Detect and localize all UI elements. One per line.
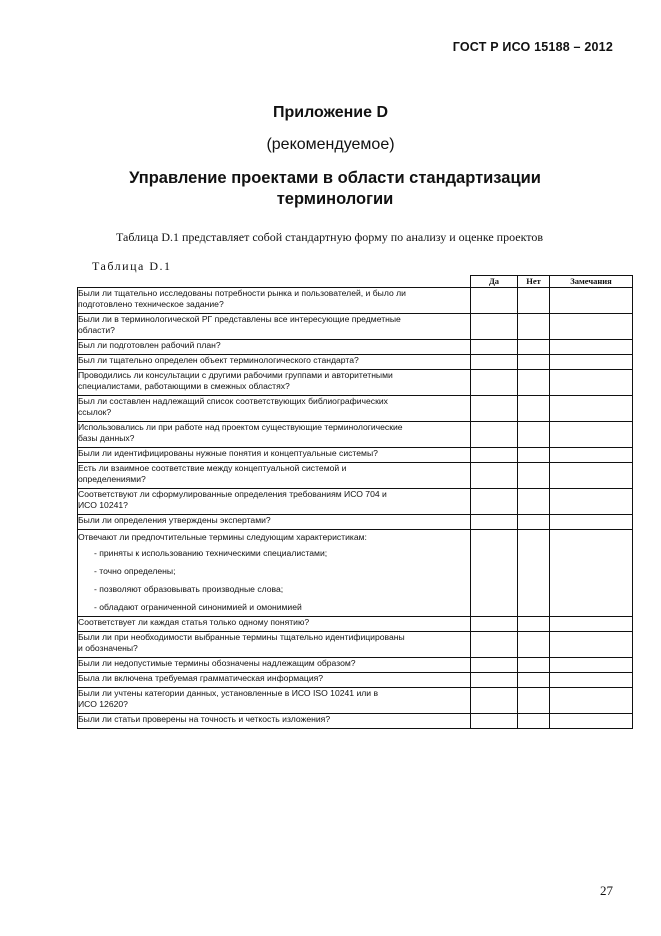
column-header-remarks: Замечания [550, 276, 633, 288]
remarks-cell[interactable] [550, 396, 633, 422]
answer-no-cell[interactable] [518, 688, 550, 714]
question-cell [78, 314, 471, 340]
answer-no-cell[interactable] [518, 463, 550, 489]
answer-yes-cell[interactable] [471, 463, 518, 489]
question-text-line: Были ли определения утверждены экспертами? [78, 515, 271, 525]
remarks-cell[interactable] [550, 714, 633, 729]
question-lead-text: Отвечают ли предпочтительные термины следующим характеристикам: [78, 532, 367, 542]
question-cell [78, 288, 471, 314]
question-cell [78, 489, 471, 515]
answer-no-cell[interactable] [518, 288, 550, 314]
answer-no-cell[interactable] [518, 370, 550, 396]
column-header-yes: Да [471, 276, 518, 288]
criterion-item: - приняты к использованию техническими специалистами; [94, 548, 328, 558]
question-cell [78, 448, 471, 463]
question-cell [78, 463, 471, 489]
appendix-title: Приложение D [272, 104, 389, 121]
answer-no-cell[interactable] [518, 448, 550, 463]
question-text-line: и обозначены? [78, 642, 138, 653]
answer-yes-cell[interactable] [471, 448, 518, 463]
question-text-line: Были ли статьи проверены на точность и четкость изложения? [78, 714, 331, 724]
remarks-cell[interactable] [550, 288, 633, 314]
remarks-cell[interactable] [550, 632, 633, 658]
table-row [78, 422, 633, 448]
question-cell [78, 617, 471, 632]
question-text-line: Был ли тщательно определен объект терминологического стандарта? [78, 355, 359, 365]
answer-no-cell[interactable] [518, 422, 550, 448]
question-text-line: Были ли в терминологической РГ представлены все интересующие предметные [78, 314, 401, 324]
assessment-table [77, 275, 633, 729]
answer-no-cell[interactable] [518, 489, 550, 515]
question-cell [78, 340, 471, 355]
question-text-line: Был ли подготовлен рабочий план? [78, 340, 221, 350]
answer-no-cell[interactable] [518, 658, 550, 673]
table-row [78, 463, 633, 489]
question-text-line: Были ли учтены категории данных, установленные в ИСО ISO 10241 или в [78, 688, 379, 698]
table-row [78, 688, 633, 714]
criterion-item: - точно определены; [94, 566, 176, 576]
question-text-line: ИСО 10241? [78, 499, 128, 510]
table-row [78, 658, 633, 673]
answer-yes-cell[interactable] [471, 396, 518, 422]
answer-yes-cell[interactable] [471, 340, 518, 355]
remarks-cell[interactable] [550, 658, 633, 673]
remarks-cell[interactable] [550, 489, 633, 515]
question-cell [78, 673, 471, 688]
answer-yes-cell[interactable] [471, 288, 518, 314]
table-row [78, 396, 633, 422]
question-text-line: Была ли включена требуемая грамматическая информация? [78, 673, 324, 683]
column-header-no: Нет [518, 276, 550, 288]
table-row [78, 288, 633, 314]
question-text-line: Были ли тщательно исследованы потребности рынка и пользователей, и было ли [78, 288, 406, 298]
table-row [78, 489, 633, 515]
remarks-cell[interactable] [550, 673, 633, 688]
answer-no-cell[interactable] [518, 340, 550, 355]
question-text-line: Использовались ли при работе над проектом существующие терминологические [78, 422, 403, 432]
answer-yes-cell[interactable] [471, 658, 518, 673]
question-cell [78, 530, 471, 617]
remarks-cell[interactable] [550, 688, 633, 714]
answer-yes-cell[interactable] [471, 489, 518, 515]
question-text-line: Соответствуют ли сформулированные определения требованиям ИСО 704 и [78, 489, 387, 499]
table-row [78, 515, 633, 530]
answer-yes-cell[interactable] [471, 714, 518, 729]
question-cell [78, 515, 471, 530]
answer-yes-cell[interactable] [471, 355, 518, 370]
answer-yes-cell[interactable] [471, 530, 518, 617]
question-cell [78, 658, 471, 673]
answer-no-cell[interactable] [518, 515, 550, 530]
table-row [78, 617, 633, 632]
question-text-line: специалистами, работающими в смежных областях? [78, 380, 290, 391]
appendix-status: (рекомендуемое) [266, 136, 395, 153]
table-row [78, 448, 633, 463]
question-text-line: Были ли идентифицированы нужные понятия и концептуальные системы? [78, 448, 378, 458]
page-number: 27 [600, 883, 613, 898]
question-text-line: Проводились ли консультации с другими рабочими группами и авторитетными [78, 370, 393, 380]
remarks-cell[interactable] [550, 370, 633, 396]
remarks-cell[interactable] [550, 463, 633, 489]
question-text-line: ссылок? [78, 406, 112, 417]
answer-yes-cell[interactable] [471, 422, 518, 448]
question-cell [78, 355, 471, 370]
question-cell [78, 688, 471, 714]
question-text-line: Были ли при необходимости выбранные термины тщательно идентифицированы [78, 632, 405, 642]
question-cell [78, 632, 471, 658]
remarks-cell[interactable] [550, 617, 633, 632]
question-text-line: Соответствует ли каждая статья только одному понятию? [78, 617, 310, 627]
question-text-line: ИСО 12620? [78, 698, 128, 709]
answer-yes-cell[interactable] [471, 673, 518, 688]
table-row [78, 340, 633, 355]
remarks-cell[interactable] [550, 515, 633, 530]
remarks-cell[interactable] [550, 355, 633, 370]
answer-yes-cell[interactable] [471, 688, 518, 714]
question-text-line: Были ли недопустимые термины обозначены надлежащим образом? [78, 658, 356, 668]
table-row [78, 530, 633, 617]
remarks-cell[interactable] [550, 448, 633, 463]
question-text-line: Есть ли взаимное соответствие между концептуальной системой и [78, 463, 347, 473]
answer-yes-cell[interactable] [471, 515, 518, 530]
table-row [78, 355, 633, 370]
answer-yes-cell[interactable] [471, 617, 518, 632]
question-cell [78, 422, 471, 448]
answer-no-cell[interactable] [518, 617, 550, 632]
question-text-line: Был ли составлен надлежащий список соответствующих библиографических [78, 396, 388, 406]
answer-yes-cell[interactable] [471, 632, 518, 658]
table-row [78, 314, 633, 340]
remarks-cell[interactable] [550, 530, 633, 617]
section-heading: Управление проектами в области стандартизации терминологии [129, 169, 541, 208]
question-text-line: области? [78, 324, 115, 335]
answer-no-cell[interactable] [518, 632, 550, 658]
table-row [78, 673, 633, 688]
question-cell [78, 714, 471, 729]
question-cell [78, 370, 471, 396]
answer-no-cell[interactable] [518, 530, 550, 617]
remarks-cell[interactable] [550, 422, 633, 448]
question-text-line: подготовлено техническое задание? [78, 298, 224, 309]
table-row [78, 370, 633, 396]
table-row [78, 714, 633, 729]
answer-yes-cell[interactable] [471, 314, 518, 340]
intro-paragraph: Таблица D.1 представляет собой стандартную форму по анализу и оценке проектов [116, 230, 543, 244]
document-code: ГОСТ Р ИСО 15188 – 2012 [452, 40, 613, 54]
criterion-item: - обладают ограниченной синонимией и омонимией [94, 602, 302, 612]
question-text-line: определениями? [78, 473, 146, 484]
question-text-line: базы данных? [78, 432, 135, 443]
answer-no-cell[interactable] [518, 396, 550, 422]
answer-no-cell[interactable] [518, 355, 550, 370]
header-blank-cell [78, 276, 471, 288]
table-body [78, 288, 633, 729]
answer-yes-cell[interactable] [471, 370, 518, 396]
answer-no-cell[interactable] [518, 673, 550, 688]
remarks-cell[interactable] [550, 314, 633, 340]
criterion-item: - позволяют образовывать производные слова; [94, 584, 284, 594]
table-caption: Таблица D.1 [92, 259, 172, 273]
table-row [78, 632, 633, 658]
answer-no-cell[interactable] [518, 314, 550, 340]
question-cell [78, 396, 471, 422]
answer-no-cell[interactable] [518, 714, 550, 729]
remarks-cell[interactable] [550, 340, 633, 355]
